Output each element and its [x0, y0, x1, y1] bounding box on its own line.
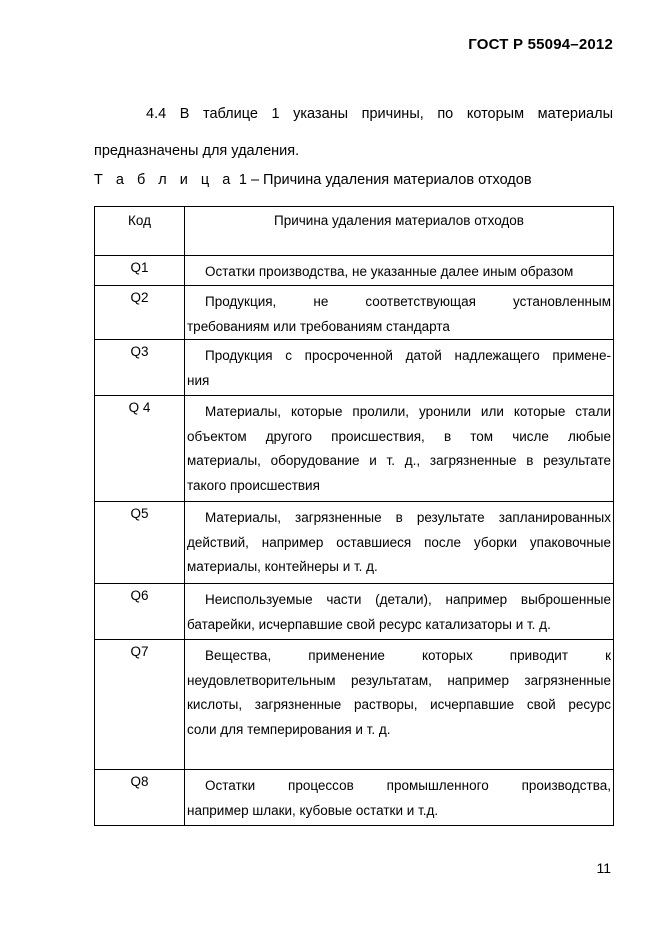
reason-line: соли для темперирования и т. д.	[187, 721, 391, 737]
intro-line-1: 4.4 В таблице 1 указаны причины, по которым материалы	[146, 106, 613, 122]
table-row	[95, 584, 614, 640]
table-row	[95, 502, 614, 584]
reason-line: Неиспользуемые части (детали), например выброшенные	[205, 592, 611, 607]
reason-line: Остатки производства, не указанные далее иным образом	[205, 264, 574, 279]
table-row	[95, 770, 614, 826]
table-row	[95, 286, 614, 340]
row-reason	[185, 340, 614, 396]
row-code: Q7	[95, 640, 185, 770]
reason-line: Материалы, загрязненные в результате запланированных	[205, 510, 611, 525]
reason-line: требованиям или требованиям стандарта	[187, 318, 450, 334]
table-body	[95, 256, 614, 826]
row-code: Q2	[95, 286, 185, 340]
row-reason	[185, 256, 614, 286]
reason-line: Остатки процессов промышленного производства,	[205, 778, 611, 793]
column-header-reason: Причина удаления материалов отходов	[185, 207, 614, 256]
reason-line: такого происшествия	[187, 477, 320, 493]
reason-line: ния	[187, 372, 210, 388]
reason-line: кислоты, загрязненные растворы, исчерпавшие свой ресурс	[187, 697, 611, 712]
table-caption-label: Т а б л и ц а	[94, 172, 235, 188]
reason-line: Материалы, которые пролили, уронили или которые стали	[205, 404, 611, 419]
reason-line: материалы, контейнеры и т. д.	[187, 559, 378, 574]
row-code: Q 4	[95, 396, 185, 502]
reason-line: например шлаки, кубовые остатки и т.д.	[187, 802, 439, 818]
row-reason	[185, 640, 614, 770]
reason-line: действий, например оставшиеся после уборки упаковочные	[187, 534, 611, 550]
table-caption-text: 1 – Причина удаления материалов отходов	[234, 172, 532, 188]
intro-paragraph	[94, 96, 613, 170]
reason-line: объектом другого происшествия, в том числе любые	[187, 428, 611, 444]
reason-line: батарейки, исчерпавшие свой ресурс катализаторы и т. д.	[187, 616, 551, 632]
reason-line: неудовлетворительным результатам, например загрязненные	[187, 672, 611, 688]
table-row	[95, 256, 614, 286]
row-code: Q1	[95, 256, 185, 286]
row-code: Q8	[95, 770, 185, 826]
reason-line: Продукция, не соответствующая установленным	[205, 294, 611, 309]
row-code: Q3	[95, 340, 185, 396]
table-header-row	[95, 207, 614, 256]
row-reason	[185, 396, 614, 502]
row-reason	[185, 502, 614, 584]
row-reason	[185, 584, 614, 640]
document-id: ГОСТ Р 55094–2012	[468, 36, 613, 53]
table-row	[95, 396, 614, 502]
page-number: 11	[596, 860, 611, 876]
table-row	[95, 340, 614, 396]
row-reason	[185, 286, 614, 340]
row-code: Q6	[95, 584, 185, 640]
intro-line-2: предназначены для удаления.	[94, 143, 300, 159]
table-caption	[94, 172, 532, 188]
row-reason	[185, 770, 614, 826]
column-header-code: Код	[95, 207, 185, 256]
table-row	[95, 640, 614, 770]
reason-line: Вещества, применение которых приводит к	[205, 648, 611, 663]
row-code: Q5	[95, 502, 185, 584]
reason-line: Продукция с просроченной датой надлежащего примене-	[205, 348, 611, 363]
waste-reason-table	[94, 206, 614, 826]
reason-line: материалы, оборудование и т. д., загрязненные в результате	[187, 453, 611, 468]
